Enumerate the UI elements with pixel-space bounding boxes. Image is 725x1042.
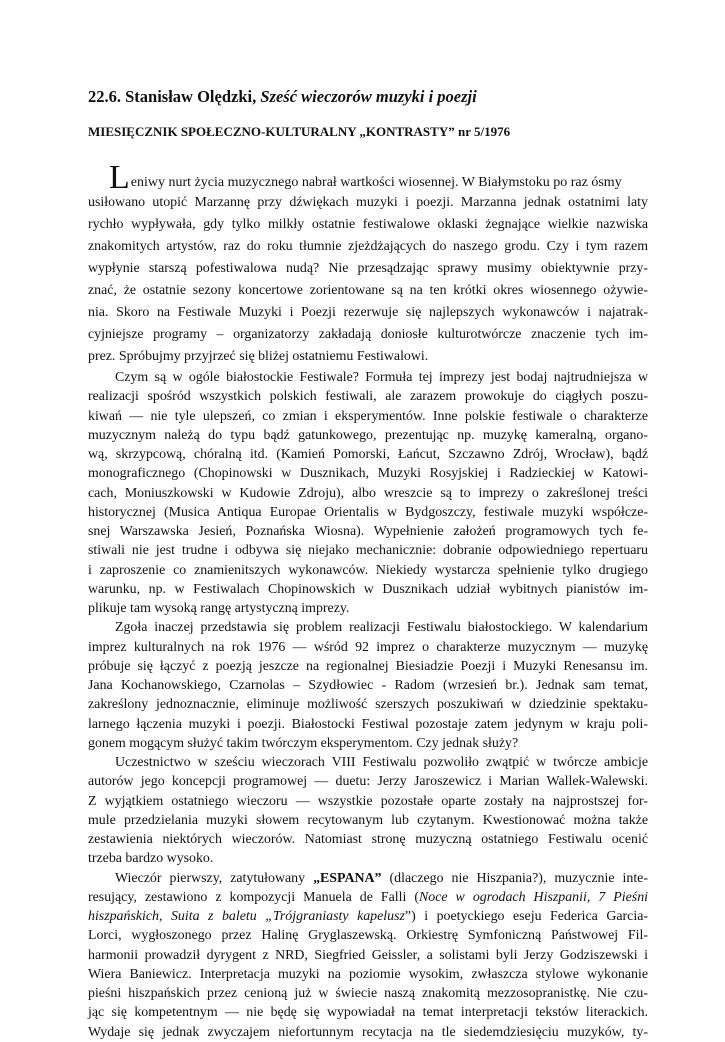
text-line: stiwali nie jest trudne i odbywa się niejako mechanicznie: dobranie odpowiedniego repertuaru xyxy=(88,543,648,559)
source-subheading: MIESIĘCZNIK SPOŁECZNO-KULTURALNY „KONTRASTY” nr 5/1976 xyxy=(88,124,511,139)
text-line: nia. Skoro na Festiwale Muzyki i Poezji rezerwuje się najlepszych wykonawców i najatrak- xyxy=(88,305,648,320)
paragraph-5 xyxy=(88,869,648,1042)
text-line: prez. Spróbujmy przyjrzeć się bliżej ostatniemu Festiwalowi. xyxy=(88,349,429,364)
text-run: resujący, zestawiono z kompozycji Manuela de Falli ( xyxy=(88,889,419,905)
text-line: monograficznego (Chopinowski w Dusznikach, Muzyki Rosyjskiej i Radzieckiej w Katowi- xyxy=(88,466,648,482)
paragraph-3 xyxy=(88,618,648,753)
text-line: Uczestnictwo w sześciu wieczorach VIII Festiwalu pozwoliło zwątpić w twórcze ambicje xyxy=(115,755,648,770)
text-line: kiwań — nie tyle ulepszeń, co zmian i eksperymentów. Inne polskie festiwale o charakterze xyxy=(88,408,648,424)
text-line: imprez kulturalnych na rok 1976 — wśród 92 imprez o charakterze muzycznym — muzykę xyxy=(88,639,648,655)
text-line: realizacji spośród wszystkich polskich festiwali, ale zarazem prowokuje do ciągłych poszu- xyxy=(88,389,648,405)
section-heading-title: Sześć wieczorów muzyki i poezji xyxy=(260,87,477,106)
text-line: wą, skrzypcową, chóralną itd. (Kamień Pomorski, Łańcut, Szczawno Zdrój, Wrocław), bądź xyxy=(88,447,648,462)
text-line: Wydaje się jednak zwyczajem niefortunnym recytacja na tle siedemdziesięciu muzyków, ty- xyxy=(88,1024,648,1040)
work-title: Suita z baletu „Trójgraniasty kapelusz xyxy=(170,909,405,924)
text-line: larnego łączenia muzyki i poezji. Białostocki Festiwal pozostaje zatem jedynym w kraju poli- xyxy=(88,716,648,732)
paragraph-1-opening: eniwy nurt życia muzycznego nabrał wartkości wiosennej. W Białymstoku po raz ósmy xyxy=(130,175,622,190)
text-line xyxy=(88,907,648,926)
paragraph-2 xyxy=(88,368,648,618)
text-line xyxy=(88,888,648,907)
text-line: zestawienia niektórych wieczorów. Natomiast stronę muzyczną ostatniego Festiwalu ocenić xyxy=(88,832,648,847)
text-line: harmonii prowadził dyrygent z NRD, Siegfried Geissler, a solistami byli Jerzy Godziszewski i xyxy=(88,947,648,963)
text-line: rychło wypływała, gdy tylko milkły ostatnie festiwalowe oklaski żegnające wielkie nazwiska xyxy=(88,217,648,232)
text-line: historycznej (Musica Antiqua Europae Orientalis w Bydgoszczy, festiwale muzyki współcze- xyxy=(88,504,648,520)
paragraph-4 xyxy=(88,753,648,869)
text-line: wypłynie starszą pofestiwalowa nudą? Nie przesądzając sprawy musimy obiektywnie przy- xyxy=(88,261,648,276)
section-heading xyxy=(88,87,648,107)
work-title: 7 Pieśni xyxy=(598,889,649,905)
text-line: mule przedzielania muzyki słowem recytowanym lub czytanym. Kwestionować można także xyxy=(88,812,648,828)
text-line: trzeba bardzo wysoko. xyxy=(88,851,214,867)
section-heading-number-author: 22.6. Stanisław Olędzki, xyxy=(88,87,261,106)
text-line: Zgoła inaczej przedstawia się problem realizacji Festiwalu białostockiego. W kalendarium xyxy=(115,620,648,636)
text-line: Wiera Baniewicz. Interpretacja muzyki na poziomie wysokim, zwłaszcza stylowe wykonanie xyxy=(88,966,648,982)
text-line: próbuje się łączyć z poezją jeszcze na regionalnej Biesiadzie Poezji i Muzyki Renesansu im. xyxy=(88,658,648,674)
paragraph-1 xyxy=(88,192,648,368)
text-line xyxy=(88,869,648,888)
text-line: Lorci, wygłoszonego przez Halinę Gryglaszewską. Orkiestrę Symfoniczną Państwowej Fil- xyxy=(88,928,648,944)
text-line: Jana Kochanowskiego, Czarnolas – Szydłowiec - Radom (wrzesień br.). Jednak sam temat, xyxy=(88,678,648,693)
text-line: znakomitych artystów, raz do roku tłumnie zjeżdżających do naszego grodu. Czy i tym razem xyxy=(88,239,648,254)
text-line: muzycznym należą do typu bądź gatunkowego, prezentując np. muzykę kameralną, organo- xyxy=(88,427,648,443)
drop-cap: L xyxy=(109,159,130,196)
text-line: gonem mogącym służyć takim twórczym eksperymentom. Czy jednak służy? xyxy=(88,735,519,751)
text-line: snej Warszawska Jesień, Poznańska Wiosna). Wypełnienie założeń programowych tych fe- xyxy=(88,524,648,539)
text-run: (dlaczego nie Hiszpania?), muzycznie inte- xyxy=(381,870,648,886)
text-line: plikuje tam wysoką rangę artystyczną imprezy. xyxy=(88,601,350,616)
text-line: cyjniejsze programy – organizatorzy zakładają doniosłe kulturotwórcze znaczenie tych im- xyxy=(88,327,648,342)
text-line: znać, że ostatnie sezony koncertowe zorientowane są na ten krótki okres wiosennego ożywie- xyxy=(88,283,648,298)
text-line: i zaproszenie co znamienitszych wykonawców. Niekiedy wystarcza spełnienie tylko drugiego xyxy=(88,562,648,578)
work-title: Noce w ogrodach Hiszpanii xyxy=(418,889,587,905)
text-line: warunku, np. w Festiwalach Chopinowskich w Dusznikach udział wybitnych pianistów im- xyxy=(88,581,648,597)
text-run: , xyxy=(159,909,171,924)
article-body xyxy=(88,192,648,1042)
espana-title: „ESPANA” xyxy=(313,870,382,886)
text-line: usiłowano utopić Marzannę przy dźwiękach muzyki i poezji. Marzanna jednak ostatnimi laty xyxy=(88,195,648,210)
text-line: jąc się kompetentnym — nie będę się wypowiadał na temat interpretacji tekstów literackich. xyxy=(88,1005,648,1021)
text-line: pieśni hiszpańskich przez cenioną już w świecie naszą znakomitą mezzosopranistkę. Nie czu- xyxy=(88,986,648,1001)
text-run: , xyxy=(586,889,599,905)
text-run: Wieczór pierwszy, zatytułowany xyxy=(115,870,314,886)
text-line: autorów jego koncepcji programowej — duetu: Jerzy Jaroszewicz i Marian Wallek-Walewski. xyxy=(88,774,648,790)
text-line: cach, Moniuszkowski w Kudowie Zdroju), albo wreszcie są to imprezy o zakreślonej treści xyxy=(88,485,648,501)
text-line: Z wyjątkiem ostatniego wieczoru — wszystkie pozostałe oparte zostały na najprostszej for- xyxy=(88,793,648,809)
work-title: hiszpańskich xyxy=(88,909,159,924)
text-line: zakreślony jednoznacznie, eliminuje możliwość szerszych poszukiwań w dziedzinie spektaku- xyxy=(88,697,648,713)
text-run: ”) i poetyckiego eseju Federica Garcia- xyxy=(404,909,648,924)
text-line: Czym są w ogóle białostockie Festiwale? Formuła tej imprezy jest bodaj najtrudniejsza w xyxy=(115,370,648,385)
